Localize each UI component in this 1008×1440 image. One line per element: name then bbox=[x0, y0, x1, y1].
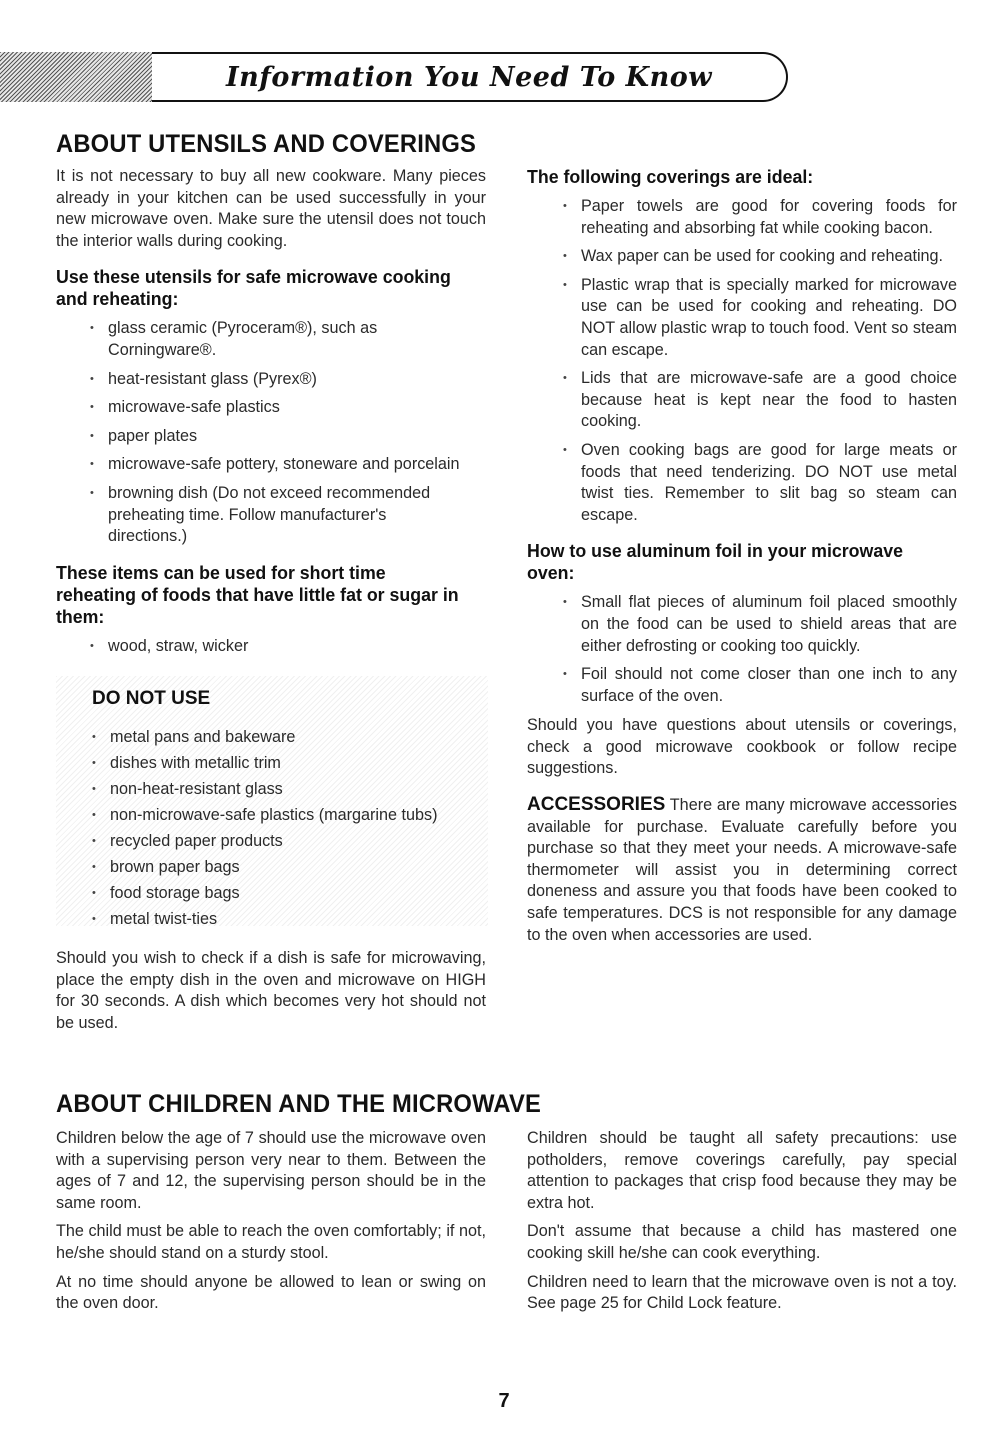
list-item: • Plastic wrap that is specially marked for microwave use can be used for cooking and reheating. DO NOT allow plastic wrap to touch food. Vent so steam can escape. bbox=[563, 275, 957, 361]
children-paragraph: Children need to learn that the microwave oven is not a toy. See page 25 for Child Lock feature. bbox=[527, 1272, 957, 1313]
short-reheating-heading: These items can be used for short time reheating of foods that have little fat or sugar in them: bbox=[56, 561, 459, 627]
list-item: • non-microwave-safe plastics (margarine tubs) bbox=[92, 802, 482, 828]
list-item: • metal pans and bakeware bbox=[92, 724, 482, 750]
list-item: • glass ceramic (Pyroceram®), such as Corningware®. bbox=[90, 318, 470, 361]
list-item: • dishes with metallic trim bbox=[92, 750, 482, 776]
children-heading: ABOUT CHILDREN AND THE MICROWAVE bbox=[56, 1090, 542, 1118]
list-item: • Wax paper can be used for cooking and reheating. bbox=[563, 246, 957, 268]
do-not-use-title: DO NOT USE bbox=[92, 688, 211, 709]
list-item: • Foil should not come closer than one inch to any surface of the oven. bbox=[563, 664, 957, 707]
dish-test-paragraph: Should you wish to check if a dish is safe for microwaving, place the empty dish in the oven and microwave on HIGH for 30 seconds. A dish which becomes very hot should not be used. bbox=[56, 949, 486, 1032]
list-item: • Oven cooking bags are good for large meats or foods that need tenderizing. DO NOT use metal twist ties. Remember to slit bag so steam can escape. bbox=[563, 440, 957, 526]
utensils-left-column bbox=[56, 166, 486, 657]
utensils-heading: ABOUT UTENSILS AND COVERINGS bbox=[56, 130, 477, 158]
foil-heading: How to use aluminum foil in your microwave oven: bbox=[527, 540, 903, 584]
list-item: • microwave-safe plastics bbox=[90, 397, 470, 419]
list-item: • paper plates bbox=[90, 426, 470, 448]
list-item: • Small flat pieces of aluminum foil placed smoothly on the food can be used to shield areas that are either defrosting or cooking too quickly. bbox=[563, 592, 957, 657]
list-item: • wood, straw, wicker bbox=[90, 636, 486, 658]
safe-utensils-heading: Use these utensils for safe microwave cooking and reheating: bbox=[56, 266, 451, 310]
children-paragraph: The child must be able to reach the oven comfortably; if not, he/she should stand on a sturdy stool. bbox=[56, 1222, 486, 1262]
list-item: • metal twist-ties bbox=[92, 906, 482, 932]
coverings-list bbox=[563, 196, 957, 526]
list-item: • brown paper bags bbox=[92, 854, 482, 880]
list-item: • food storage bags bbox=[92, 880, 482, 906]
header-banner bbox=[0, 52, 790, 102]
children-paragraph: Children below the age of 7 should use the microwave oven with a supervising person very near to them. Between the ages of 7 and 12, the supervising person should be in the same room. bbox=[56, 1129, 486, 1212]
accessories-text: There are many microwave accessories available for purchase. Evaluate carefully before you purchase so that they meet your needs. A microwave-safe thermometer will assist you in determining correct doneness and assure you that foods have been cooked to safe temperatures. DCS is not responsible for any damage to the oven when accessories are used. bbox=[527, 796, 957, 944]
utensils-right-column bbox=[527, 166, 957, 946]
list-item: • microwave-safe pottery, stoneware and porcelain bbox=[90, 454, 470, 476]
list-item: • non-heat-resistant glass bbox=[92, 776, 482, 802]
safe-utensils-list bbox=[90, 318, 470, 547]
do-not-use-list bbox=[92, 724, 482, 932]
list-item: • Paper towels are good for covering foods for reheating and absorbing fat while cooking bacon. bbox=[563, 196, 957, 239]
accessories-label: ACCESSORIES bbox=[527, 794, 666, 816]
banner-title: Information You Need To Know bbox=[226, 61, 712, 93]
foil-list bbox=[563, 592, 957, 707]
list-item: • browning dish (Do not exceed recommended preheating time. Follow manufacturer's directions.) bbox=[90, 483, 470, 548]
list-item: • recycled paper products bbox=[92, 828, 482, 854]
short-reheating-list bbox=[90, 636, 486, 658]
banner-frame bbox=[152, 52, 788, 102]
do-not-use-box bbox=[56, 676, 488, 926]
accessories-paragraph bbox=[527, 794, 957, 946]
list-item: • Lids that are microwave-safe are a good choice because heat is kept near the food to hasten cooking. bbox=[563, 368, 957, 433]
children-paragraph: Don't assume that because a child has mastered one cooking skill he/she can cook everything. bbox=[527, 1222, 957, 1262]
children-right-column bbox=[527, 1128, 957, 1315]
banner-hatch-decoration bbox=[0, 52, 152, 102]
list-item: • heat-resistant glass (Pyrex®) bbox=[90, 369, 470, 391]
questions-paragraph: Should you have questions about utensils or coverings, check a good microwave cookbook or follow recipe suggestions. bbox=[527, 716, 957, 778]
page-number: 7 bbox=[498, 1390, 510, 1412]
children-paragraph: At no time should anyone be allowed to lean or swing on the oven door. bbox=[56, 1272, 486, 1313]
children-left-column bbox=[56, 1128, 486, 1315]
coverings-heading: The following coverings are ideal: bbox=[527, 166, 814, 187]
utensils-intro: It is not necessary to buy all new cookware. Many pieces already in your kitchen can be used successfully in your new microwave oven. Make sure the utensil does not touch the interior walls during cooking. bbox=[56, 167, 486, 250]
children-paragraph: Children should be taught all safety precautions: use potholders, remove coverings carefully, pay special attention to packages that crisp food because they may be extra hot. bbox=[527, 1129, 957, 1212]
